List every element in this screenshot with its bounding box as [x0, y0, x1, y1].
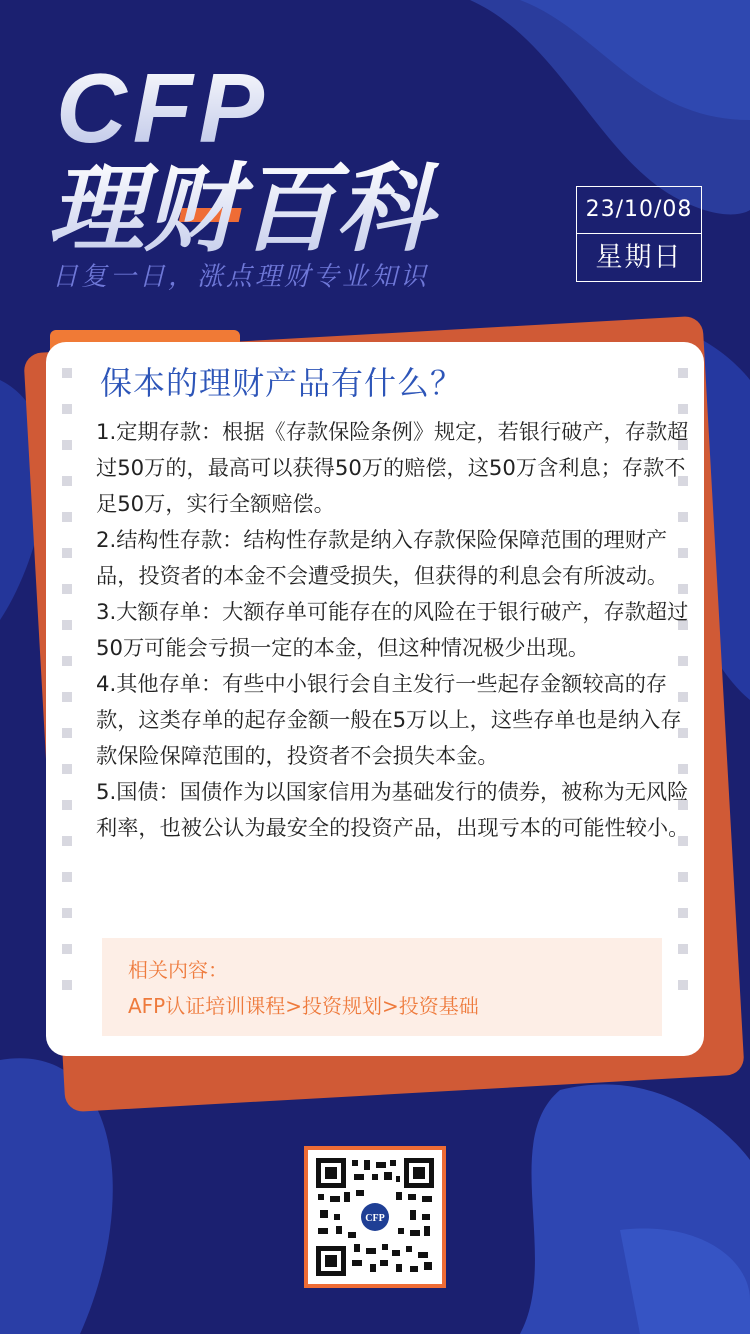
question-title: 保本的理财产品有什么？	[100, 364, 464, 402]
qr-code[interactable]	[304, 1146, 446, 1288]
list-item: 2.结构性存款：结构性存款是纳入存款保险保障范围的理财产品，投资者的本金不会遭受损失，但获得的利息会有所波动。	[96, 527, 669, 588]
related-label: 相关内容：	[128, 958, 228, 982]
list-item: 4.其他存单：有些中小银行会自主发行一些起存金额较高的存款，这类存单的起存金额一般在5万以上，这些存单也是纳入存款保险保障范围的，投资者不会损失本金。	[96, 671, 682, 768]
slogan: 日复一日，涨点理财专业知识	[52, 262, 430, 292]
qr-code-icon	[314, 1156, 436, 1278]
related-link[interactable]: AFP认证培训课程>投资规划>投资基础	[128, 994, 479, 1018]
cfp-logo-icon	[52, 62, 392, 152]
list-item: 3.大额存单：大额存单可能存在的风险在于银行破产，存款超过50万可能会亏损一定的本金，但这种情况极少出现。	[96, 599, 689, 660]
title-text: 理财百科	[48, 153, 432, 260]
logo-text: CFP	[56, 62, 270, 152]
date-text: 23/10/08	[577, 187, 701, 234]
dot-column-left	[62, 368, 72, 1016]
page-title	[44, 150, 484, 260]
content-card	[46, 342, 704, 1056]
qr-logo-text: CFP	[365, 1213, 385, 1224]
answer-list	[96, 414, 692, 846]
list-item: 1.定期存款：根据《存款保险条例》规定，若银行破产，存款超过50万的，最高可以获得50万的赔偿，这50万含利息；存款不足50万，实行全额赔偿。	[96, 419, 689, 516]
date-box	[576, 186, 702, 282]
list-item: 5.国债：国债作为以国家信用为基础发行的债券，被称为无风险利率，也被公认为最安全的投资产品，出现亏本的可能性较小。	[96, 779, 690, 840]
weekday-text: 星期日	[595, 242, 683, 273]
related-content-box	[102, 938, 662, 1036]
